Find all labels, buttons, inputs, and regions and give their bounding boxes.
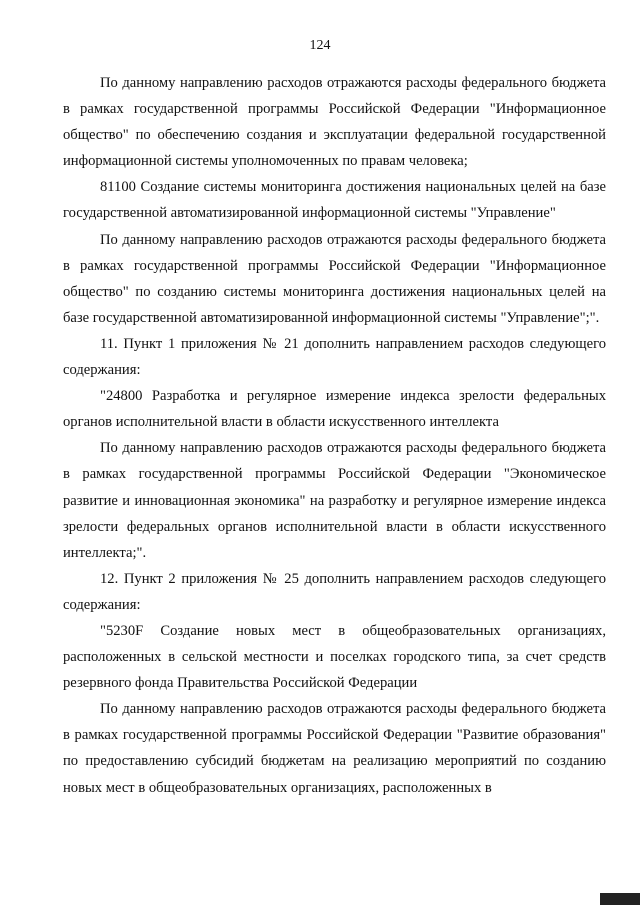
paragraph: По данному направлению расходов отражаются расходы федерального бюджета в рамках государственной программы Российской Федерации "Развитие образования" по предоставлению субсидий бюджетам на реализацию мероприятий по созданию новых мест в общеобразовательных организациях, расположенных в [63,701,606,796]
paragraph: По данному направлению расходов отражаются расходы федерального бюджета в рамках государственной программы Российской Федерации "Информационное общество" по обеспечению создания и эксплуатации федеральной государственной информационной системы уполномоченных по правам человека; [63,75,606,170]
document-body [63,70,606,801]
page-number: 124 [309,38,331,53]
paragraph: "5230F Создание новых мест в общеобразовательных организациях, расположенных в сельской местности и поселках городского типа, за счет средств резервного фонда Правительства Российской Федерации [63,622,606,692]
paragraph: "24800 Разработка и регулярное измерение индекса зрелости федеральных органов исполнительной власти в области искусственного интеллекта [63,388,606,431]
scan-edge-mark [600,893,640,905]
paragraph: 12. Пункт 2 приложения № 25 дополнить направлением расходов следующего содержания: [63,570,606,613]
paragraph: 81100 Создание системы мониторинга достижения национальных целей на базе государственной автоматизированной информационной системы "Управление" [63,179,606,222]
paragraph: 11. Пункт 1 приложения № 21 дополнить направлением расходов следующего содержания: [63,335,606,379]
paragraph: По данному направлению расходов отражаются расходы федерального бюджета в рамках государственной программы Российской Федерации "Экономическое развитие и инновационная экономика" на разработку и регулярное измерение индекса зрелости федеральных органов исполнительной власти в области искусственного интеллекта;". [63,440,606,561]
paragraph: По данному направлению расходов отражаются расходы федерального бюджета в рамках государственной программы Российской Федерации "Информационное общество" по созданию системы мониторинга достижения национальных целей на базе государственной автоматизированной информационной системы "Управление";". [63,231,606,326]
